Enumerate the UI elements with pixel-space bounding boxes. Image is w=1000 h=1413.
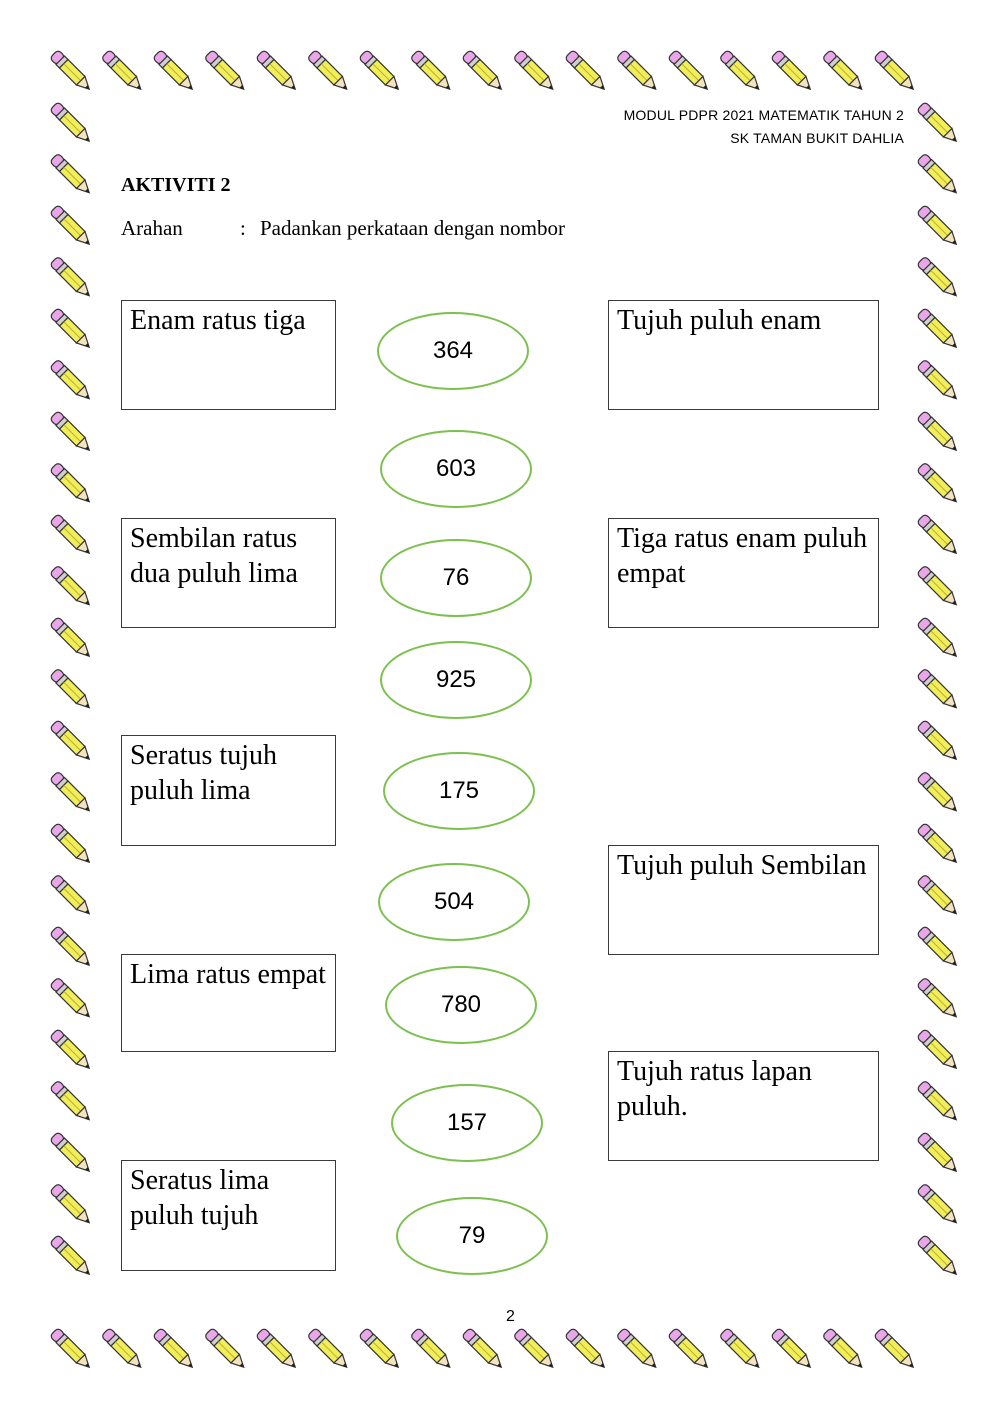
number-oval-364[interactable]: 364 — [377, 312, 529, 390]
pencil-icon — [50, 1328, 94, 1372]
pencil-icon — [616, 50, 660, 94]
pencil-icon — [307, 1328, 351, 1372]
pencil-icon — [616, 1328, 660, 1372]
pencil-icon — [50, 205, 94, 249]
pencil-icon — [917, 977, 961, 1021]
pencil-icon — [50, 977, 94, 1021]
pencil-icon — [917, 1029, 961, 1073]
number-oval-925[interactable]: 925 — [380, 641, 532, 719]
pencil-icon — [410, 1328, 454, 1372]
pencil-icon — [410, 50, 454, 94]
right-word-box-2[interactable]: Tiga ratus enam puluh empat — [608, 518, 879, 628]
left-word-box-3[interactable]: Seratus tujuh puluh lima — [121, 735, 336, 846]
pencil-icon — [50, 308, 94, 352]
pencil-icon — [204, 1328, 248, 1372]
pencil-icon — [359, 1328, 403, 1372]
pencil-icon — [50, 771, 94, 815]
pencil-icon — [50, 720, 94, 764]
pencil-icon — [50, 926, 94, 970]
pencil-icon — [50, 1235, 94, 1279]
pencil-icon — [917, 256, 961, 300]
pencil-icon — [917, 771, 961, 815]
left-word-box-2[interactable]: Sembilan ratus dua puluh lima — [121, 518, 336, 628]
pencil-icon — [668, 50, 712, 94]
pencil-icon — [50, 1183, 94, 1227]
pencil-icon — [874, 50, 918, 94]
pencil-icon — [50, 565, 94, 609]
pencil-icon — [50, 1029, 94, 1073]
pencil-icon — [771, 50, 815, 94]
pencil-icon — [101, 50, 145, 94]
pencil-icon — [565, 50, 609, 94]
pencil-icon — [917, 205, 961, 249]
pencil-icon — [917, 411, 961, 455]
pencil-icon — [565, 1328, 609, 1372]
pencil-icon — [917, 308, 961, 352]
left-word-box-4[interactable]: Lima ratus empat — [121, 954, 336, 1052]
pencil-icon — [917, 153, 961, 197]
right-word-box-4[interactable]: Tujuh ratus lapan puluh. — [608, 1051, 879, 1161]
right-word-box-3[interactable]: Tujuh puluh Sembilan — [608, 845, 879, 955]
pencil-icon — [153, 50, 197, 94]
pencil-icon — [917, 514, 961, 558]
pencil-icon — [50, 874, 94, 918]
pencil-icon — [256, 1328, 300, 1372]
pencil-icon — [719, 50, 763, 94]
pencil-icon — [462, 1328, 506, 1372]
number-oval-603[interactable]: 603 — [380, 430, 532, 508]
pencil-icon — [917, 1080, 961, 1124]
pencil-icon — [771, 1328, 815, 1372]
right-word-box-1[interactable]: Tujuh puluh enam — [608, 300, 879, 410]
pencil-icon — [204, 50, 248, 94]
pencil-icon — [50, 617, 94, 661]
pencil-icon — [822, 50, 866, 94]
left-word-box-1[interactable]: Enam ratus tiga — [121, 300, 336, 410]
pencil-icon — [917, 1132, 961, 1176]
pencil-icon — [50, 256, 94, 300]
pencil-icon — [50, 823, 94, 867]
pencil-icon — [462, 50, 506, 94]
number-oval-76[interactable]: 76 — [380, 539, 532, 617]
page-number: 2 — [506, 1308, 515, 1325]
pencil-icon — [917, 462, 961, 506]
pencil-icon — [917, 1183, 961, 1227]
pencil-icon — [917, 359, 961, 403]
pencil-icon — [917, 617, 961, 661]
header-school-name: SK TAMAN BUKIT DAHLIA — [730, 130, 904, 146]
pencil-icon — [917, 823, 961, 867]
pencil-icon — [917, 926, 961, 970]
pencil-icon — [917, 1235, 961, 1279]
pencil-icon — [917, 102, 961, 146]
pencil-icon — [917, 720, 961, 764]
pencil-icon — [917, 874, 961, 918]
pencil-icon — [50, 1132, 94, 1176]
number-oval-780[interactable]: 780 — [385, 966, 537, 1044]
pencil-icon — [359, 50, 403, 94]
pencil-icon — [822, 1328, 866, 1372]
number-oval-157[interactable]: 157 — [391, 1084, 543, 1162]
pencil-icon — [50, 462, 94, 506]
pencil-icon — [101, 1328, 145, 1372]
pencil-icon — [668, 1328, 712, 1372]
pencil-icon — [153, 1328, 197, 1372]
pencil-icon — [50, 359, 94, 403]
pencil-icon — [917, 565, 961, 609]
instruction-label: Arahan — [121, 216, 183, 240]
pencil-icon — [50, 102, 94, 146]
pencil-icon — [50, 50, 94, 94]
pencil-icon — [50, 1080, 94, 1124]
header-module-title: MODUL PDPR 2021 MATEMATIK TAHUN 2 — [623, 107, 904, 123]
pencil-icon — [513, 1328, 557, 1372]
pencil-icon — [307, 50, 351, 94]
number-oval-175[interactable]: 175 — [383, 752, 535, 830]
activity-title: AKTIVITI 2 — [121, 174, 231, 196]
pencil-icon — [50, 411, 94, 455]
instruction-text: Padankan perkataan dengan nombor — [260, 216, 565, 240]
left-word-box-5[interactable]: Seratus lima puluh tujuh — [121, 1160, 336, 1271]
pencil-icon — [50, 153, 94, 197]
instruction-separator: : — [240, 216, 246, 240]
pencil-icon — [256, 50, 300, 94]
pencil-icon — [874, 1328, 918, 1372]
number-oval-79[interactable]: 79 — [396, 1197, 548, 1275]
pencil-icon — [513, 50, 557, 94]
pencil-icon — [917, 668, 961, 712]
number-oval-504[interactable]: 504 — [378, 863, 530, 941]
pencil-icon — [50, 668, 94, 712]
pencil-icon — [719, 1328, 763, 1372]
pencil-icon — [50, 514, 94, 558]
